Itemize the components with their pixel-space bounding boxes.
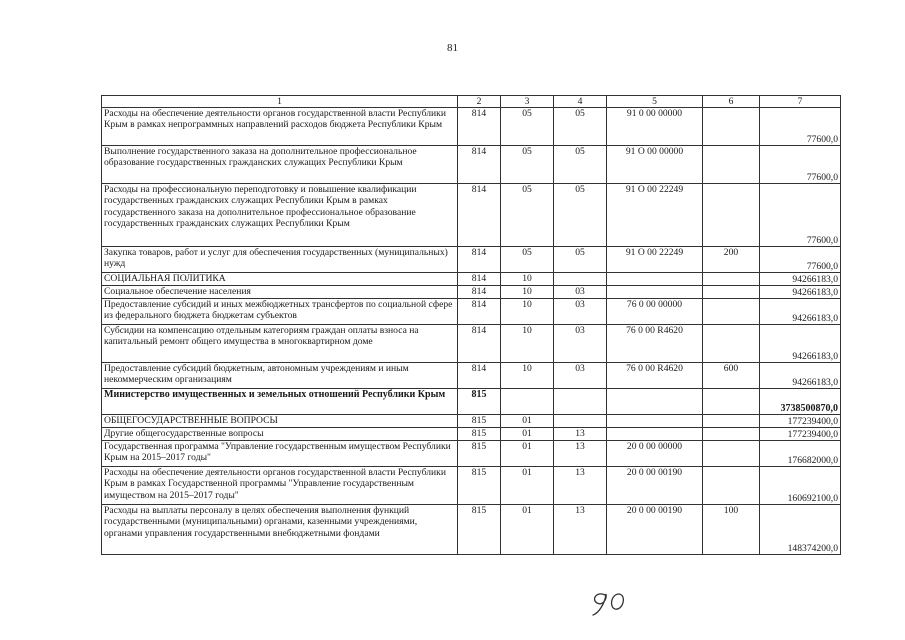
subsection-code: 13	[554, 428, 607, 441]
section-code: 05	[501, 108, 554, 146]
amount: 94266183,0	[760, 273, 841, 286]
chapter-code: 814	[458, 363, 501, 389]
chapter-code: 815	[458, 428, 501, 441]
subsection-code	[554, 273, 607, 286]
section-code	[501, 389, 554, 415]
column-header: 1	[102, 96, 458, 108]
subsection-code	[554, 415, 607, 428]
page-number: 81	[447, 42, 458, 54]
table-row	[102, 299, 841, 325]
subsection-code: 03	[554, 363, 607, 389]
section-code: 10	[501, 363, 554, 389]
column-header: 7	[760, 96, 841, 108]
handwritten-page-mark	[585, 585, 645, 619]
section-code: 05	[501, 247, 554, 273]
column-header: 5	[607, 96, 703, 108]
subsection-code: 13	[554, 441, 607, 467]
subsection-code: 05	[554, 108, 607, 146]
table-row	[102, 428, 841, 441]
section-code: 05	[501, 146, 554, 184]
amount: 177239400,0	[760, 415, 841, 428]
subsection-code: 13	[554, 505, 607, 555]
target-article: 91 0 00 00000	[607, 108, 703, 146]
row-name: Расходы на обеспечение деятельности органов государственной власти Республики Крым в рамках Государственной программы "Управление государственным имуществом на 2015–2017 годы"	[102, 467, 458, 505]
expense-type	[703, 299, 760, 325]
expense-type: 600	[703, 363, 760, 389]
target-article: 20 0 00 00190	[607, 505, 703, 555]
column-header: 4	[554, 96, 607, 108]
row-name: Закупка товаров, работ и услуг для обеспечения государственных (муниципальных) нужд	[102, 247, 458, 273]
target-article: 76 0 00 R4620	[607, 325, 703, 363]
target-article	[607, 428, 703, 441]
amount: 94266183,0	[760, 286, 841, 299]
amount: 177239400,0	[760, 428, 841, 441]
subsection-code: 05	[554, 184, 607, 247]
chapter-code: 814	[458, 273, 501, 286]
budget-table	[101, 95, 841, 555]
section-code: 01	[501, 415, 554, 428]
subsection-code	[554, 389, 607, 415]
section-code: 01	[501, 467, 554, 505]
amount: 176682000,0	[760, 441, 841, 467]
section-code: 01	[501, 428, 554, 441]
table-row	[102, 505, 841, 555]
chapter-code: 814	[458, 146, 501, 184]
target-article: 91 О 00 22249	[607, 247, 703, 273]
chapter-code: 814	[458, 108, 501, 146]
table-row	[102, 389, 841, 415]
expense-type	[703, 108, 760, 146]
row-name: Расходы на обеспечение деятельности органов государственной власти Республики Крым в рамках непрограммных направлений расходов бюджета Республики Крым	[102, 108, 458, 146]
row-name: Предоставление субсидий и иных межбюджетных трансфертов по социальной сфере из федерального бюджета бюджетам субъектов	[102, 299, 458, 325]
row-name: Предоставление субсидий бюджетным, автономным учреждениям и иным некоммерческим организациям	[102, 363, 458, 389]
row-name: Государственная программа "Управление государственным имуществом Республики Крым на 2015–2017 годы"	[102, 441, 458, 467]
target-article: 76 0 00 00000	[607, 299, 703, 325]
header-row	[102, 96, 841, 108]
section-code: 10	[501, 273, 554, 286]
expense-type	[703, 389, 760, 415]
section-code: 10	[501, 299, 554, 325]
section-code: 10	[501, 325, 554, 363]
table-row	[102, 415, 841, 428]
expense-type	[703, 428, 760, 441]
row-name: Расходы на выплаты персоналу в целях обеспечения выполнения функций государственными (муниципальными) органами, казенными учреждениями, органами управления государственными внебюджетными фондами	[102, 505, 458, 555]
expense-type	[703, 415, 760, 428]
chapter-code: 814	[458, 286, 501, 299]
target-article: 20 0 00 00000	[607, 441, 703, 467]
subsection-code: 13	[554, 467, 607, 505]
column-header: 3	[501, 96, 554, 108]
subsection-code: 03	[554, 299, 607, 325]
subsection-code: 05	[554, 247, 607, 273]
chapter-code: 815	[458, 441, 501, 467]
row-name: Расходы на профессиональную переподготовку и повышение квалификации государственных гражданских служащих Республики Крым в рамках государственного заказа на дополнительное профессиональное образование государственных гражданских служащих Республики Крым	[102, 184, 458, 247]
subsection-code: 03	[554, 286, 607, 299]
expense-type	[703, 184, 760, 247]
target-article	[607, 415, 703, 428]
target-article	[607, 273, 703, 286]
section-code: 10	[501, 286, 554, 299]
table-row	[102, 325, 841, 363]
expense-type: 100	[703, 505, 760, 555]
row-name: Министерство имущественных и земельных отношений Республики Крым	[102, 389, 458, 415]
expense-type	[703, 286, 760, 299]
expense-type	[703, 273, 760, 286]
row-name: ОБЩЕГОСУДАРСТВЕННЫЕ ВОПРОСЫ	[102, 415, 458, 428]
chapter-code: 814	[458, 299, 501, 325]
row-name: СОЦИАЛЬНАЯ ПОЛИТИКА	[102, 273, 458, 286]
amount: 148374200,0	[760, 505, 841, 555]
table-row	[102, 363, 841, 389]
expense-type	[703, 325, 760, 363]
table-row	[102, 286, 841, 299]
amount: 77600,0	[760, 184, 841, 247]
table-row	[102, 467, 841, 505]
row-name: Субсидии на компенсацию отдельным категориям граждан оплаты взноса на капитальный ремонт общего имущества в многоквартирном доме	[102, 325, 458, 363]
table-row	[102, 247, 841, 273]
target-article: 91 О 00 22249	[607, 184, 703, 247]
target-article	[607, 389, 703, 415]
subsection-code: 03	[554, 325, 607, 363]
target-article: 76 0 00 R4620	[607, 363, 703, 389]
chapter-code: 815	[458, 389, 501, 415]
section-code: 05	[501, 184, 554, 247]
expense-type	[703, 146, 760, 184]
row-name: Социальное обеспечение населения	[102, 286, 458, 299]
chapter-code: 815	[458, 505, 501, 555]
expense-type	[703, 441, 760, 467]
table-row	[102, 273, 841, 286]
table-row	[102, 108, 841, 146]
chapter-code: 814	[458, 247, 501, 273]
amount: 94266183,0	[760, 299, 841, 325]
amount: 94266183,0	[760, 325, 841, 363]
expense-type: 200	[703, 247, 760, 273]
amount: 3738500870,0	[760, 389, 841, 415]
row-name: Другие общегосударственные вопросы	[102, 428, 458, 441]
column-header: 6	[703, 96, 760, 108]
chapter-code: 815	[458, 415, 501, 428]
amount: 77600,0	[760, 146, 841, 184]
section-code: 01	[501, 505, 554, 555]
chapter-code: 814	[458, 184, 501, 247]
subsection-code: 05	[554, 146, 607, 184]
expense-type	[703, 467, 760, 505]
target-article: 20 0 00 00190	[607, 467, 703, 505]
section-code: 01	[501, 441, 554, 467]
table-row	[102, 146, 841, 184]
row-name: Выполнение государственного заказа на дополнительное профессиональное образование государственных гражданских служащих Республики Крым	[102, 146, 458, 184]
table-row	[102, 441, 841, 467]
amount: 160692100,0	[760, 467, 841, 505]
table-row	[102, 184, 841, 247]
chapter-code: 814	[458, 325, 501, 363]
target-article: 91 О 00 00000	[607, 146, 703, 184]
chapter-code: 815	[458, 467, 501, 505]
amount: 77600,0	[760, 108, 841, 146]
amount: 77600,0	[760, 247, 841, 273]
target-article	[607, 286, 703, 299]
column-header: 2	[458, 96, 501, 108]
amount: 94266183,0	[760, 363, 841, 389]
